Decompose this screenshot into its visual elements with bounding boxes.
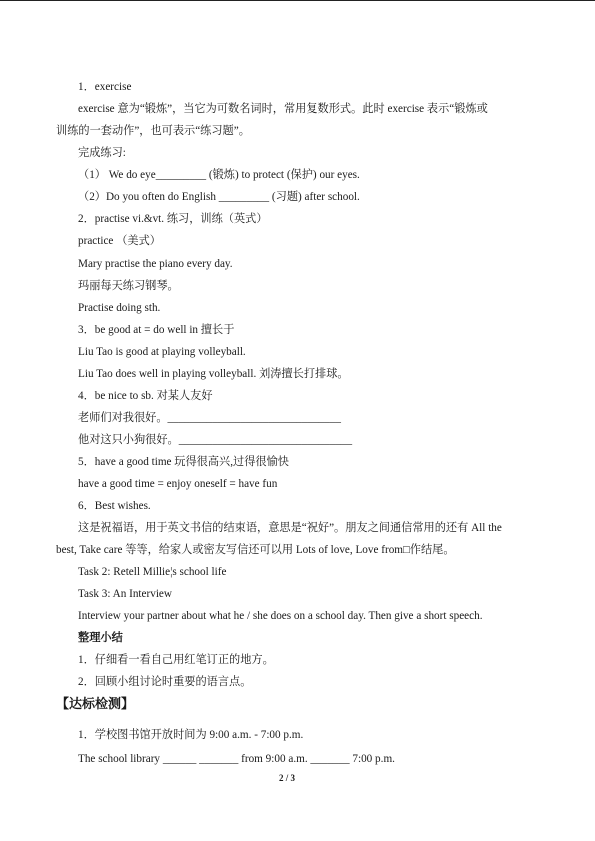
- summary-item-2: 2．回顾小组讨论时重要的语言点。: [78, 676, 252, 688]
- exercise-q2: （2）Do you often do English _________ (习题) after school.: [78, 191, 360, 203]
- item-2-example-en: Mary practise the piano every day.: [78, 258, 233, 270]
- exercise-q1: （1） We do eye_________ (锻炼) to protect (保护) our eyes.: [78, 169, 360, 181]
- exercise-heading: 完成练习:: [78, 147, 126, 159]
- item-6-desc-line-1: 这是祝福语，用于英文书信的结束语，意思是“祝好”。朋友之间通信常用的还有 All the: [78, 522, 502, 534]
- item-6-desc-line-2: best, Take care 等等，给家人或密友写信还可以用 Lots of love, Love from□作结尾。: [56, 544, 455, 556]
- task-3-desc: Interview your partner about what he / she does on a school day. Then give a short speech.: [78, 610, 483, 622]
- task-3-title: Task 3: An Interview: [78, 588, 172, 600]
- summary-heading: 整理小结: [78, 632, 123, 644]
- assessment-q1-en: The school library ______ _______ from 9:00 a.m. _______ 7:00 p.m.: [78, 753, 395, 765]
- item-2-pattern: Practise doing sth.: [78, 302, 161, 314]
- page-number: 2 / 3: [279, 773, 296, 783]
- item-3-title: 3．be good at = do well in 擅长于: [78, 324, 235, 336]
- item-2-title: 2．practise vi.&vt. 练习，训练（英式）: [78, 213, 268, 225]
- item-2-practice: practice （美式）: [78, 235, 161, 247]
- item-1-desc-line-2: 训练的一套动作”，也可表示“练习题”。: [56, 125, 250, 137]
- item-4-exercise-2: 他对这只小狗很好。_______________________________: [78, 434, 353, 446]
- item-2-example-cn: 玛丽每天练习钢琴。: [78, 280, 179, 292]
- item-5-title: 5．have a good time 玩得很高兴,过得很愉快: [78, 456, 289, 468]
- item-4-exercise-1: 老师们对我很好。_______________________________: [78, 412, 341, 424]
- assessment-heading: 【达标检测】: [56, 696, 135, 711]
- summary-item-1: 1．仔细看一看自己用红笔订正的地方。: [78, 654, 274, 666]
- task-2: Task 2: Retell Millie¦s school life: [78, 566, 227, 578]
- item-5-synonyms: have a good time = enjoy oneself = have fun: [78, 478, 278, 490]
- item-3-example-2: Liu Tao does well in playing volleyball. 刘涛擅长打排球。: [78, 368, 349, 380]
- item-6-title: 6．Best wishes.: [78, 500, 151, 512]
- assessment-q1-cn: 1．学校图书馆开放时间为 9:00 a.m. - 7:00 p.m.: [78, 729, 304, 741]
- item-1-desc-line-1: exercise 意为“锻炼”，当它为可数名词时，常用复数形式。此时 exercise 表示“锻炼或: [78, 103, 488, 115]
- item-1-title: 1．exercise: [78, 81, 132, 93]
- item-4-title: 4．be nice to sb. 对某人友好: [78, 390, 213, 402]
- item-3-example-1: Liu Tao is good at playing volleyball.: [78, 346, 246, 358]
